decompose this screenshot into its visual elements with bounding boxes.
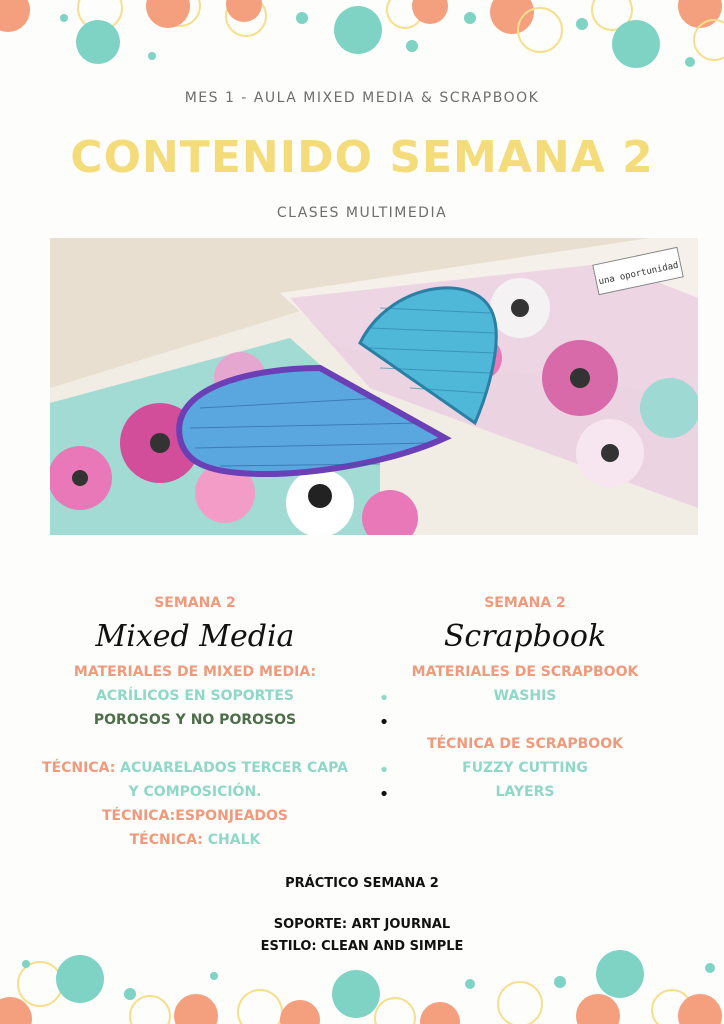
small-teal-dot [210,972,218,980]
bottom-confetti-decoration [0,924,724,1024]
scrapbook-technique-item: LAYERS [495,784,555,800]
bullet-dot: • [378,712,390,733]
small-teal-dot [465,979,475,989]
orange-dot [678,0,722,28]
page-subtitle: CLASES MULTIMEDIA [276,205,448,221]
scrapbook-technique-title: TÉCNICA DE SCRAPBOOK [427,736,623,752]
orange-dot [226,0,262,22]
bullet-dot: • [378,688,390,709]
small-teal-dot [406,40,418,52]
mixed-media-technique-3 [30,828,360,852]
mixed-media-script-title: Mixed Media [95,619,295,654]
photo-sentiment-label: una oportunidad [597,260,680,288]
orange-dot [576,994,620,1024]
teal-dot [332,970,380,1018]
orange-dot [490,0,534,34]
small-teal-dot [296,12,308,24]
orange-dot [678,994,722,1024]
yellow-ring [375,998,415,1024]
yellow-ring [498,982,542,1024]
technique-value: ACUARELADOS TERCER CAPA [115,760,348,776]
small-teal-dot [576,18,588,30]
small-teal-dot [685,57,695,67]
mixed-media-week-label: SEMANA 2 [154,595,236,611]
orange-dot [0,0,30,32]
mixed-media-technique-1 [30,756,360,780]
bullet-dot: • [378,784,390,805]
mixed-media-materials-title: MATERIALES DE MIXED MEDIA: [73,664,317,680]
technique-value: ESPONJEADOS [175,808,289,824]
practice-style: ESTILO: CLEAN AND SIMPLE [260,939,464,954]
scrapbook-column [360,592,690,804]
art-journal-photo [50,238,698,535]
orange-dot [280,1000,320,1024]
technique-label: TÉCNICA: [101,808,176,824]
course-label: MES 1 - AULA MIXED MEDIA & SCRAPBOOK [184,90,540,106]
small-teal-dot [148,52,156,60]
yellow-ring [18,962,62,1006]
flower-shape [640,378,698,438]
practice-support: SOPORTE: ART JOURNAL [273,917,451,932]
scrapbook-technique-item: FUZZY CUTTING [462,760,588,776]
teal-dot [56,955,104,1003]
orange-dot [174,994,218,1024]
bullet-dot: • [378,760,390,781]
orange-dot [146,0,190,28]
small-teal-dot [124,988,136,1000]
small-teal-dot [60,14,68,22]
teal-dot [76,20,120,64]
mixed-media-technique-1-continuation: Y COMPOSICIÓN. [128,784,262,800]
teal-dot [334,6,382,54]
page-title: CONTENIDO SEMANA 2 [70,132,654,183]
mixed-media-column [30,592,360,852]
small-teal-dot [464,12,476,24]
scrapbook-script-title: Scrapbook [443,619,607,654]
mixed-media-material-line: POROSOS Y NO POROSOS [93,712,297,728]
scrapbook-materials-title: MATERIALES DE SCRAPBOOK [411,664,639,680]
scrapbook-material-item: WASHIS [493,688,557,704]
small-teal-dot [554,976,566,988]
small-teal-dot [705,963,715,973]
small-teal-dot [22,960,30,968]
orange-dot [420,1002,460,1024]
mixed-media-material-line: ACRÍLICOS EN SOPORTES [95,688,294,704]
orange-dot [412,0,448,24]
mixed-media-technique-2 [30,804,360,828]
scrapbook-week-label: SEMANA 2 [484,595,566,611]
technique-label: TÉCNICA: [42,760,116,776]
practice-title: PRÁCTICO SEMANA 2 [285,876,439,891]
technique-label: TÉCNICA: [129,832,203,848]
top-confetti-decoration [0,0,724,100]
teal-dot [596,950,644,998]
teal-dot [612,20,660,68]
yellow-ring [130,996,170,1024]
technique-value: CHALK [202,832,261,848]
yellow-ring [238,990,282,1024]
